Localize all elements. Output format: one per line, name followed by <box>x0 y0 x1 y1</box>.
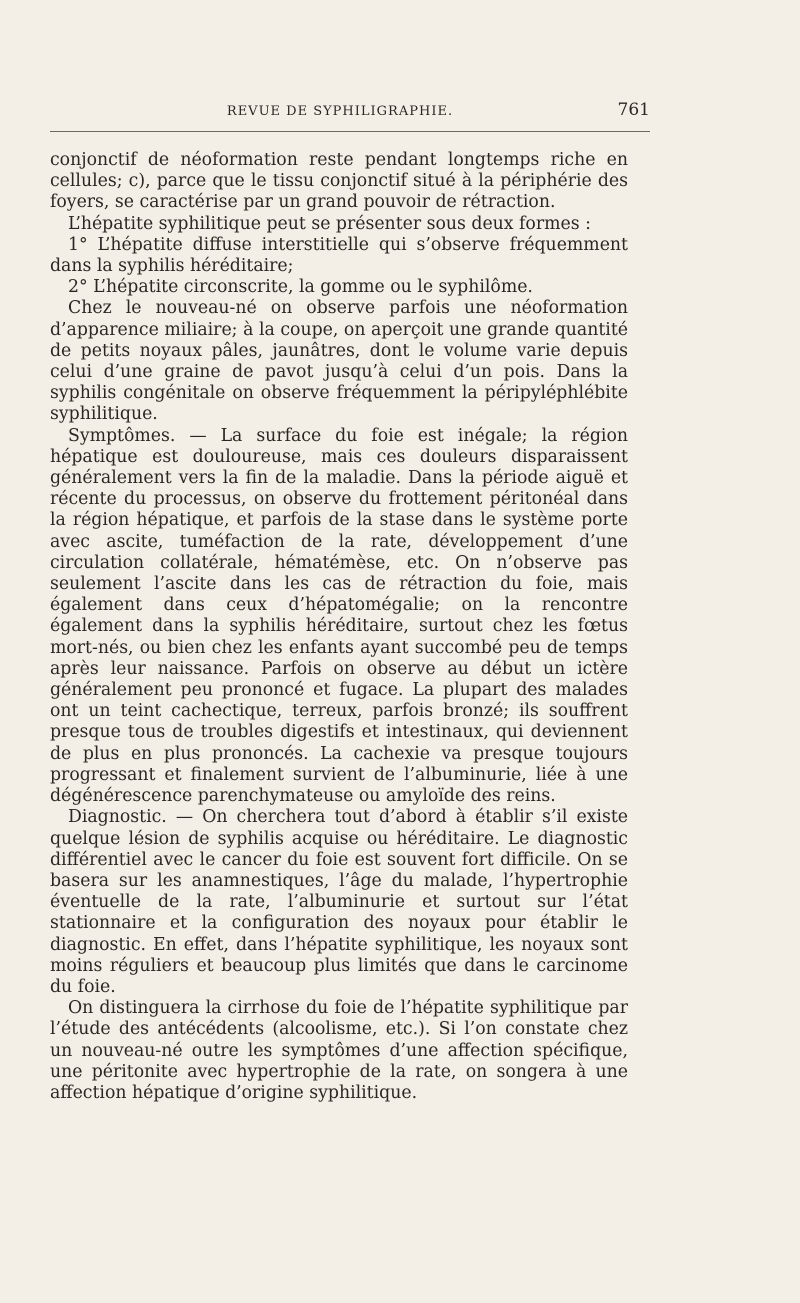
paragraph-form-2: 2° L’hépatite circonscrite, la gomme ou le syphilôme. <box>68 277 533 298</box>
paragraph-diagnostic: Diagnostic. — On cherchera tout d’abord à établir s’il existe quelque lésion de syphilis acquise ou héréditaire. Le diagnostic différentiel avec le cancer du foie est souvent fort difficile. On se basera sur les anamnestiques, l’âge du malade, l’hypertrophie éventuelle de la rate, l’albuminurie et surtout sur l’état stationnaire et la configuration des noyaux pour établir le diagnostic. En effet, dans l’hépatite syphilitique, les noyaux sont moins réguliers et beaucoup plus limités que dans le carcinome du foie. <box>50 807 628 997</box>
paragraph-symptoms: Symptômes. — La surface du foie est inégale; la région hépatique est douloureuse, mais ces douleurs disparaissent généralement vers la fin de la maladie. Dans la période aiguë et récente du processus, on observe du frottement péritonéal dans la région hépatique, et parfois de la stase dans le système porte avec ascite, tuméfaction de la rate, développement d’une circulation collatérale, hématémèse, etc. On n’observe pas seulement l’ascite dans les cas de rétraction du foie, mais également dans ceux d’hépatomégalie; on la rencontre également dans la syphilis héréditaire, surtout chez les fœtus mort-nés, ou bien chez les enfants ayant succombé peu de temps après leur naissance. Parfois on observe au début un ictère généralement peu prononcé et fugace. La plupart des malades ont un teint cachectique, terreux, parfois bronzé; ils souffrent presque tous de troubles digestifs et intestinaux, qui deviennent de plus en plus prononcés. La cachexie va presque toujours progressant et finalement survient de l’albuminurie, liée à une dégénérescence parenchymateuse ou amyloïde des reins. <box>50 425 628 807</box>
paragraph-distinction: On distinguera la cirrhose du foie de l’hépatite syphilitique par l’étude des antécédents (alcoolisme, etc.). Si l’on constate chez un nouveau-né outre les symptômes d’une affection spécifique, une péritonite avec hypertrophie de la rate, on songera à une affection hépatique d’origine syphilitique. <box>50 998 628 1103</box>
paragraph-newborn: Chez le nouveau-né on observe parfois une néoformation d’apparence miliaire; à la coupe, on aperçoit une grande quantité de petits noyaux pâles, jaunâtres, dont le volume varie depuis celui d’une graine de pavot jusqu’à celui d’un pois. Dans la syphilis congénitale on observe fréquemment la péripyléphlébite syphilitique. <box>50 298 628 425</box>
running-title: REVUE DE SYPHILIGRAPHIE. <box>226 104 454 119</box>
paragraph-form-1: 1° L’hépatite diffuse interstitielle qui s’observe fréquemment dans la syphilis héréditaire; <box>50 234 628 277</box>
paragraph-continuation: conjonctif de néoformation reste pendant longtemps riche en cellules; c), parce que le tissu conjonctif situé à la périphérie des foyers, se caractérise par un grand pouvoir de rétraction. <box>50 150 628 213</box>
body-text <box>50 150 628 1104</box>
page-number: 761 <box>617 100 650 120</box>
paragraph-forms-intro: L’hépatite syphilitique peut se présenter sous deux formes : <box>68 213 591 234</box>
header-rule <box>50 131 650 132</box>
